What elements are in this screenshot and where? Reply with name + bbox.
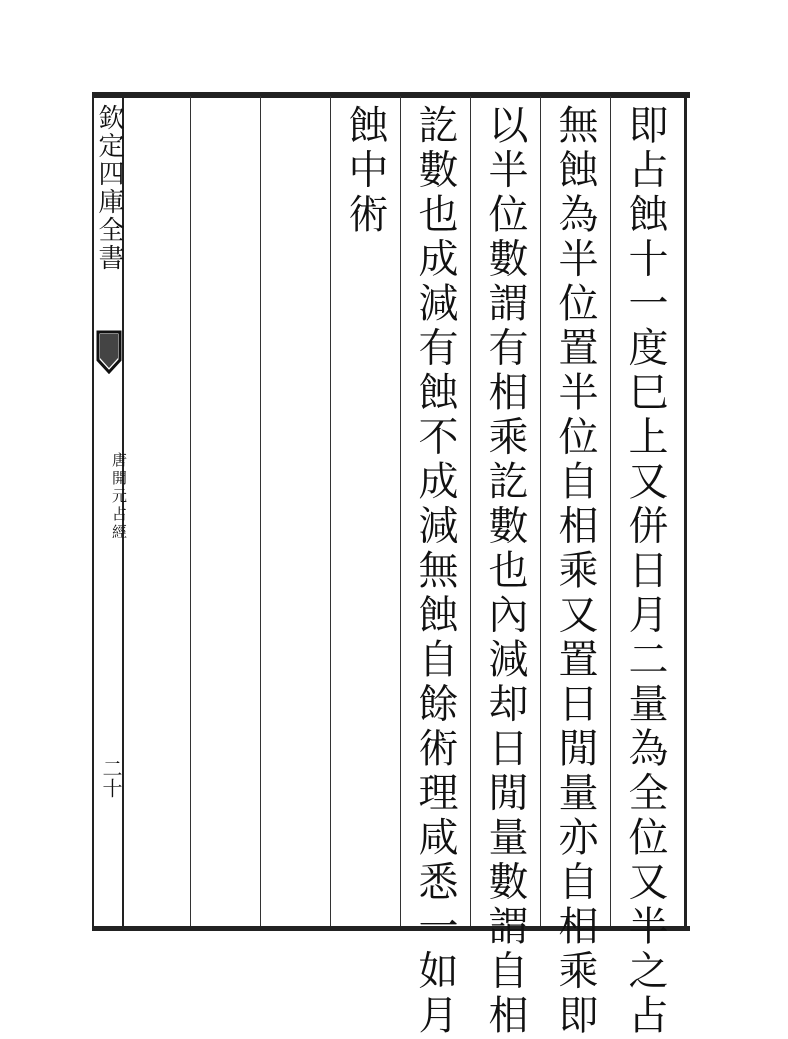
right-border [684, 92, 687, 930]
text-column-2: 無蝕為半位置半位自相乘又置日閒量亦自相乘即 [552, 104, 598, 1039]
text-column-5: 蝕中術 [342, 104, 388, 238]
text-column-3: 以半位數謂有相乘訖數也內減却日閒量數謂自相 [482, 104, 528, 1039]
column-rule [470, 96, 471, 926]
column-rule [540, 96, 541, 926]
column-rule [610, 96, 611, 926]
column-rule [190, 96, 191, 926]
book-title: 欽定四庫全書 [94, 104, 124, 272]
text-column-1: 即占蝕十一度巳上又併日月二量為全位又半之占 [622, 104, 668, 1039]
page-number: 二十 [99, 758, 123, 798]
top-border [92, 92, 690, 98]
text-column-4: 訖數也成減有蝕不成減無蝕自餘術理咸悉一如月 [412, 104, 458, 1039]
fish-tail-mark [96, 330, 122, 374]
column-rule [260, 96, 261, 926]
column-rule [330, 96, 331, 926]
column-rule [400, 96, 401, 926]
chapter-title: 唐開元占經 [110, 452, 128, 542]
